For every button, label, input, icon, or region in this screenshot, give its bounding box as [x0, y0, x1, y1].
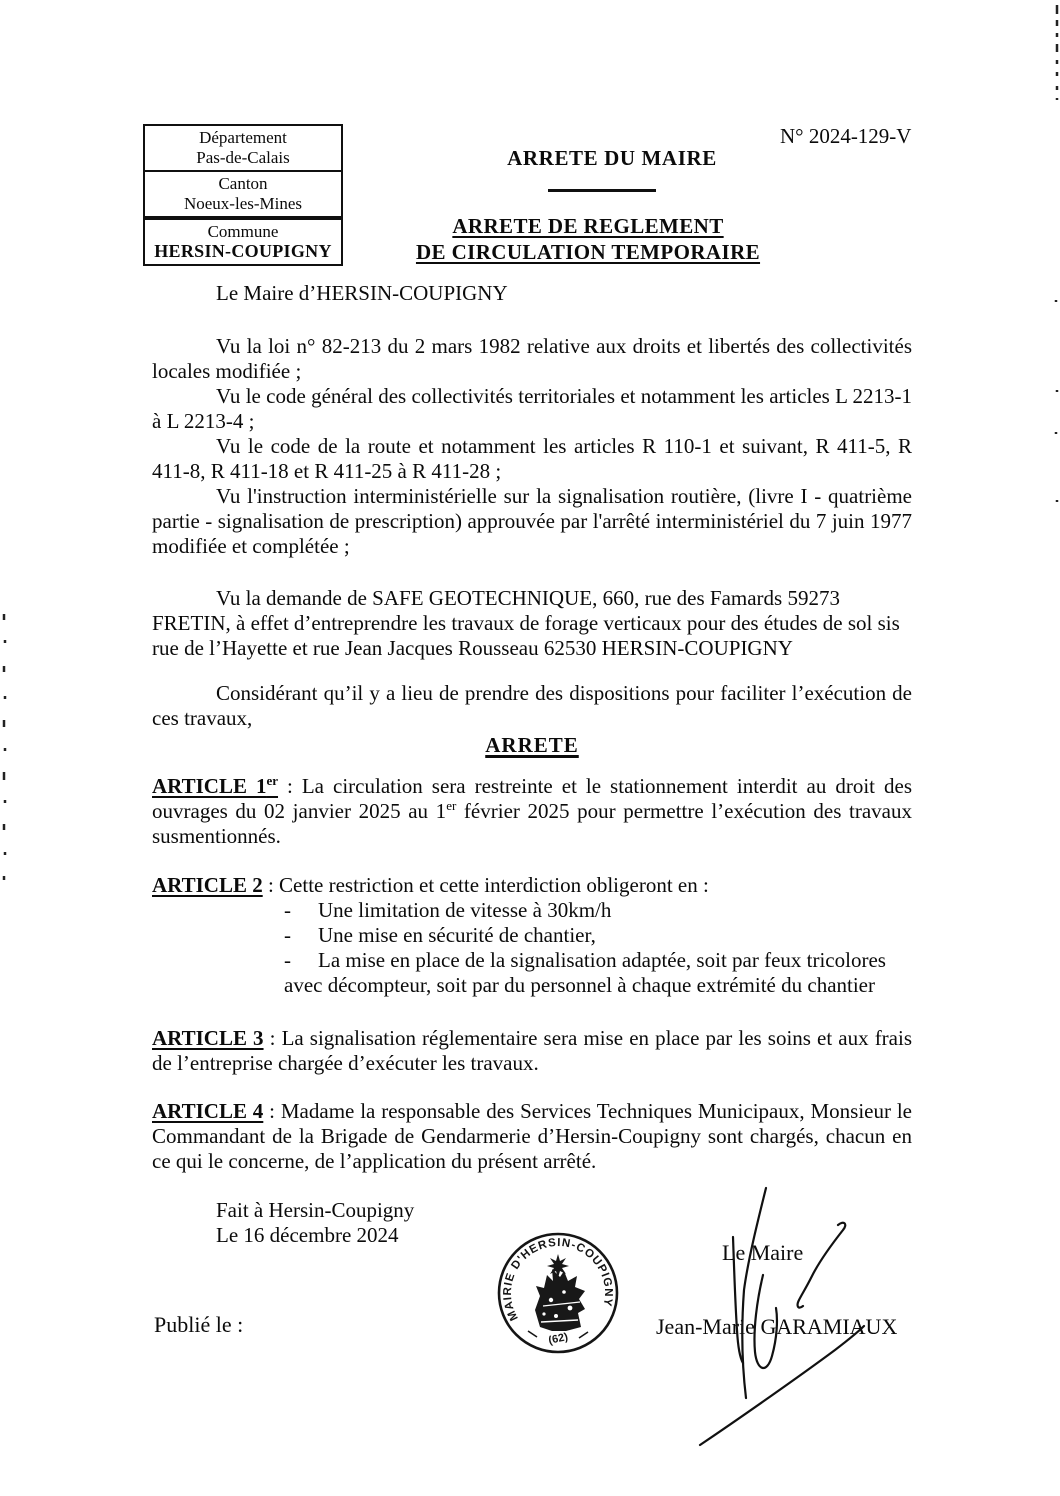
article-4: [152, 1099, 912, 1174]
closing-date: Le 16 décembre 2024: [216, 1223, 399, 1247]
recital-paragraph: Vu le code général des collectivités territoriales et notamment les articles L 2213-1 à L 2213-4 ;: [152, 384, 912, 433]
header-box-commune: [145, 220, 341, 264]
signer-name: Jean-Marie GARAMIAUX: [656, 1314, 898, 1339]
article-3: [152, 1026, 912, 1076]
subtitle-line-1: ARRETE DE REGLEMENT: [452, 214, 724, 238]
article-2-bullet: [284, 948, 912, 998]
article-1-label: ARTICLE 1er: [152, 773, 279, 798]
considerant-paragraph: Considérant qu’il y a lieu de prendre des dispositions pour faciliter l’exécution de ces travaux,: [152, 681, 912, 730]
administrative-header-box: [143, 124, 343, 266]
scan-artifact-left-edge: [4, 614, 5, 880]
article-4-separator: :: [263, 1099, 281, 1123]
article-1-text-pre: La circulation sera restreinte et le stationnement interdit au droit des ouvrages du 02 janvier 2025 au 1: [152, 774, 913, 823]
stamp-department-number: (62): [547, 1331, 570, 1347]
article-2-bullet: [284, 923, 912, 948]
article-2: [152, 873, 912, 998]
document-subtitle: [338, 213, 838, 265]
article-2-intro: [152, 873, 912, 898]
recital-paragraph: Vu la loi n° 82-213 du 2 mars 1982 relative aux droits et libertés des collectivités locales modifiée ;: [152, 334, 912, 383]
stamp-texture-speck: [562, 1290, 566, 1294]
commune-label: Commune: [207, 222, 279, 241]
arrete-heading-text: ARRETE: [485, 733, 579, 757]
bullet-text: Une limitation de vitesse à 30km/h: [318, 898, 612, 922]
request-paragraph: Vu la demande de SAFE GEOTECHNIQUE, 660, rue des Famards 59273 FRETIN, à effet d’entreprendre les travaux de forage verticaux pour des études de sol sis rue de l’Hayette et rue Jean Jacques Rousseau 62530 HERSIN-COUPIGNY: [152, 586, 900, 660]
title-divider-rule: [548, 189, 656, 192]
closing-place: Fait à Hersin-Coupigny: [216, 1198, 415, 1222]
document-body: [152, 276, 912, 1248]
departement-value: Pas-de-Calais: [196, 147, 290, 167]
departement-label: Département: [199, 128, 287, 147]
article-1-label-sup: er: [266, 773, 279, 788]
bullet-text: Une mise en sécurité de chantier,: [318, 923, 596, 947]
document-title: ARRETE DU MAIRE: [507, 146, 717, 170]
article-2-label: ARTICLE 2: [152, 873, 263, 897]
bullet-dash: -: [284, 923, 291, 947]
municipal-stamp: [494, 1230, 622, 1363]
article-1-date-sup: er: [446, 798, 457, 813]
signer-role: Le Maire: [722, 1240, 804, 1265]
header-box-departement: [145, 126, 341, 172]
article-4-label: ARTICLE 4: [152, 1099, 264, 1123]
stamp-ring-text: MAIRIE D'HERSIN-COUPIGNY: [501, 1236, 615, 1323]
stamp-texture-speck: [568, 1306, 573, 1311]
scan-artifact-right-edge: [1056, 300, 1057, 502]
article-4-text: Madame la responsable des Services Techniques Municipaux, Monsieur le Commandant de la Brigade de Gendarmerie d’Hersin-Coupigny sont chargés, chacun en ce qui le concerne, de l’application du présent arrêté.: [152, 1099, 912, 1173]
subtitle-line-2: DE CIRCULATION TEMPORAIRE: [415, 240, 761, 264]
article-2-bullet: [284, 898, 912, 923]
article-3-separator: :: [263, 1026, 282, 1050]
recital-paragraph: Vu l'instruction interministérielle sur la signalisation routière, (livre I - quatrième partie - signalisation de prescription) approuvée par l'arrêté interministériel du 7 juin 1977 modifiée et complétée ;: [152, 484, 912, 558]
commune-value: HERSIN-COUPIGNY: [154, 240, 332, 261]
stamp-bottom-right-dash: [579, 1332, 588, 1338]
stamp-texture-speck: [549, 1298, 553, 1302]
article-2-separator: :: [262, 873, 280, 897]
signature-stroke: [700, 1326, 864, 1445]
arrete-heading: [152, 733, 912, 758]
stamp-texture-speck: [542, 1312, 545, 1315]
bullet-dash: -: [284, 948, 291, 972]
header-box-canton: [145, 172, 341, 220]
article-1: [152, 774, 912, 849]
bullet-text: La mise en place de la signalisation adaptée, soit par feux tricolores avec décompteur, soit par du personnel à chaque extrémité du chantier: [284, 948, 886, 997]
published-label: Publié le :: [154, 1312, 244, 1337]
article-2-intro-text: Cette restriction et cette interdiction obligeront en :: [279, 873, 709, 897]
canton-value: Noeux-les-Mines: [183, 193, 303, 213]
stamp-seal-graphic: [494, 1230, 622, 1358]
stamp-star-emblem: [547, 1254, 569, 1278]
article-1-separator: :: [278, 774, 302, 798]
article-3-label: ARTICLE 3: [152, 1026, 264, 1050]
stamp-texture-speck: [554, 1314, 558, 1318]
document-number: N° 2024-129-V: [780, 124, 912, 148]
bullet-dash: -: [284, 898, 291, 922]
salutation: Le Maire d’HERSIN-COUPIGNY: [216, 281, 508, 305]
canton-label: Canton: [218, 174, 268, 193]
recital-paragraph: Vu le code de la route et notamment les articles R 110-1 et suivant, R 411-5, R 411-8, R 411-18 et R 411-25 à R 411-28 ;: [152, 434, 912, 483]
stamp-bottom-left-dash: [528, 1331, 537, 1337]
article-1-text-post: février 2025 pour permettre l’exécution des travaux susmentionnés.: [152, 799, 912, 848]
article-3-text: La signalisation réglementaire sera mise en place par les soins et aux frais de l’entreprise chargée d’exécuter les travaux.: [152, 1026, 913, 1075]
